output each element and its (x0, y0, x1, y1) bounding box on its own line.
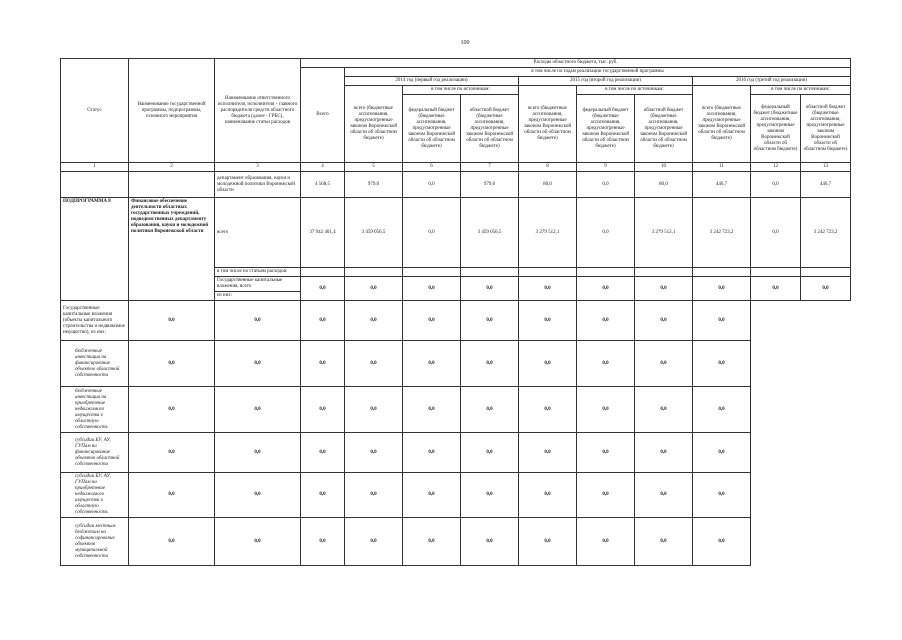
detail-value: 0,0 (693, 433, 751, 473)
subprogram-value: 3 459 056,5 (345, 198, 403, 268)
detail-value: 0,0 (345, 433, 403, 473)
detail-label: субсидии БУ, АУ, ГУПам на приобретение недвижимого имущества в областную собственность (61, 473, 129, 518)
detail-value: 0,0 (461, 387, 519, 433)
subprogram-value: 3 279 512,1 (635, 198, 693, 268)
detail-value: 0,0 (403, 433, 461, 473)
detail-value: 0,0 (635, 341, 693, 387)
column-number: 6 (403, 163, 461, 172)
detail-label: субсидии БУ, АУ, ГУПам на финансирование объектов областной собственности (61, 433, 129, 473)
detail-value: 0,0 (129, 341, 215, 387)
detail-value: 0,0 (345, 301, 403, 341)
header-all-2015: всего (бюджетные ассигнования, предусмотренные законом Воронежской области об областном бюджете) (519, 86, 577, 163)
header-total: Всего (301, 68, 345, 163)
detail-row (61, 433, 851, 473)
detail-value: 0,0 (403, 387, 461, 433)
detail-value: 0,0 (129, 433, 215, 473)
header-sources-2015: в том числе по источникам: (577, 86, 693, 95)
column-number: 2 (129, 163, 215, 172)
capital-value: 0,0 (751, 277, 801, 301)
detail-label: субсидии местным бюджетам на софинансирование объектов муниципальной собственности (61, 518, 129, 566)
capital-value: 0,0 (345, 277, 403, 301)
of-them-label: из них: (215, 292, 301, 301)
subprogram-total-label: всего (215, 198, 301, 268)
dept-value: 446,7 (693, 172, 751, 198)
header-federal-2014: федеральный бюджет (бюджетные ассигнования, предусмотренные законом Воронежской области об областном бюджете) (403, 95, 461, 163)
detail-value: 0,0 (635, 433, 693, 473)
header-sources-2014: в том числе по источникам: (403, 86, 519, 95)
column-number: 10 (635, 163, 693, 172)
header-federal-2015: федеральный бюджет (бюджетные ассигнования, предусмотренные законом Воронежской области об областном бюджете) (577, 95, 635, 163)
detail-value: 0,0 (577, 518, 635, 566)
detail-value: 0,0 (301, 341, 345, 387)
detail-value: 0,0 (129, 301, 215, 341)
capital-value: 0,0 (801, 277, 851, 301)
detail-value: 0,0 (345, 518, 403, 566)
dept-value: 0,0 (403, 172, 461, 198)
header-year-2015: 2015 год (второй год реализации) (519, 77, 693, 86)
header-sources-2016: в том числе по источникам: (751, 86, 851, 95)
column-number: 12 (751, 163, 801, 172)
detail-value: 0,0 (577, 387, 635, 433)
detail-label: бюджетные инвестиции на приобретение недвижимого имущества в областную собственность (61, 387, 129, 433)
capital-value: 0,0 (519, 277, 577, 301)
detail-value: 0,0 (519, 387, 577, 433)
detail-value: 0,0 (519, 473, 577, 518)
dept-status (61, 172, 129, 198)
detail-value: 0,0 (461, 473, 519, 518)
detail-value: 0,0 (519, 301, 577, 341)
dept-value: 0,0 (751, 172, 801, 198)
header-regional-2015: областной бюджет (бюджетные ассигнования, предусмотренные законом Воронежской области об областном бюджете) (635, 95, 693, 163)
detail-value: 0,0 (301, 433, 345, 473)
dept-value: 979,0 (461, 172, 519, 198)
header-year-2016: 2016 год (третий год реализации) (693, 77, 851, 86)
subprogram-value: 37 942 401,4 (301, 198, 345, 268)
header-year-2014: 2014 год (первый год реализации) (345, 77, 519, 86)
detail-value: 0,0 (129, 473, 215, 518)
detail-label: бюджетные инвестиции на финансирование объектов областной собственности (61, 341, 129, 387)
column-number: 4 (301, 163, 345, 172)
articles-label: в том числе по статьям расходов: (215, 268, 301, 277)
detail-value: 0,0 (519, 341, 577, 387)
subprogram-value: 0,0 (751, 198, 801, 268)
header-all-2016: всего (бюджетные ассигнования, предусмотренные законом Воронежской области об областном бюджете) (693, 86, 751, 163)
page-number: 100 (460, 40, 470, 46)
subprogram-value: 3 279 512,1 (519, 198, 577, 268)
detail-value: 0,0 (215, 518, 301, 566)
detail-value: 0,0 (215, 301, 301, 341)
subprogram-row (61, 198, 851, 268)
detail-value: 0,0 (577, 433, 635, 473)
header-regional-2016: областной бюджет (бюджетные ассигнования, предусмотренные законом Воронежской области об областном бюджете) (801, 95, 851, 163)
column-number: 5 (345, 163, 403, 172)
detail-value: 0,0 (693, 301, 751, 341)
subprogram-name: Финансовое обеспечение деятельности областных государственных учреждений, подведомственных департаменту образования, науки и молодежной политики Воронежской области (129, 198, 215, 301)
subprogram-value: 0,0 (577, 198, 635, 268)
detail-value: 0,0 (693, 473, 751, 518)
detail-value: 0,0 (519, 518, 577, 566)
detail-row (61, 341, 851, 387)
column-number: 13 (801, 163, 851, 172)
header-status: Статус (61, 59, 129, 163)
detail-value: 0,0 (635, 518, 693, 566)
dept-name: департамент образования, науки и молодежной политики Воронежской области (215, 172, 301, 198)
detail-value: 0,0 (403, 518, 461, 566)
column-number: 1 (61, 163, 129, 172)
detail-row (61, 473, 851, 518)
subprogram-value: 3 242 723,2 (801, 198, 851, 268)
detail-value: 0,0 (693, 341, 751, 387)
detail-value: 0,0 (129, 518, 215, 566)
column-number: 7 (461, 163, 519, 172)
detail-value: 0,0 (345, 341, 403, 387)
capital-value: 0,0 (301, 277, 345, 301)
column-numbers-row (61, 163, 851, 172)
detail-value: 0,0 (461, 301, 519, 341)
detail-value: 0,0 (461, 433, 519, 473)
detail-value: 0,0 (693, 518, 751, 566)
detail-row (61, 518, 851, 566)
detail-value: 0,0 (403, 341, 461, 387)
detail-value: 0,0 (345, 473, 403, 518)
detail-value: 0,0 (301, 518, 345, 566)
detail-value: 0,0 (215, 341, 301, 387)
dept-value: 80,0 (635, 172, 693, 198)
detail-value: 0,0 (635, 301, 693, 341)
detail-value: 0,0 (577, 301, 635, 341)
header-by-years: в том числе по годам реализации государственной программы (345, 68, 851, 77)
detail-value: 0,0 (215, 473, 301, 518)
detail-row (61, 387, 851, 433)
dept-value: 0,0 (577, 172, 635, 198)
dept-value: 80,0 (519, 172, 577, 198)
department-row (61, 172, 851, 198)
subprogram-value: 0,0 (403, 198, 461, 268)
detail-value: 0,0 (519, 433, 577, 473)
column-number: 8 (519, 163, 577, 172)
detail-value: 0,0 (635, 387, 693, 433)
capital-value: 0,0 (577, 277, 635, 301)
detail-value: 0,0 (403, 301, 461, 341)
subprogram-value: 3 242 723,2 (693, 198, 751, 268)
header-federal-2016: федеральный бюджет (бюджетные ассигнования, предусмотренные законом Воронежской области об областном бюджете) (751, 95, 801, 163)
detail-row (61, 301, 851, 341)
capital-label: Государственные капитальные вложения, всего (215, 277, 301, 292)
column-number: 9 (577, 163, 635, 172)
subprogram-status: ПОДПРОГРАММА 8 (61, 198, 129, 301)
subprogram-value: 3 459 056,5 (461, 198, 519, 268)
detail-value: 0,0 (129, 387, 215, 433)
detail-value: 0,0 (635, 473, 693, 518)
detail-value: 0,0 (403, 473, 461, 518)
header-executor: Наименование ответственного исполнителя, исполнителя - главного распорядителя средств областного бюджета (далее - ГРБС), наименование статьи расходов (215, 59, 301, 163)
detail-value: 0,0 (215, 387, 301, 433)
capital-value: 0,0 (635, 277, 693, 301)
capital-value: 0,0 (461, 277, 519, 301)
dept-value: 446,7 (801, 172, 851, 198)
capital-value: 0,0 (403, 277, 461, 301)
header-expenses: Расходы областного бюджета, тыс. руб. (301, 59, 851, 68)
detail-value: 0,0 (215, 433, 301, 473)
header-program-name: Наименование государственной программы, подпрограммы, основного мероприятия (129, 59, 215, 163)
header-regional-2014: областной бюджет (бюджетные ассигнования, предусмотренные законом Воронежской области об областном бюджете) (461, 95, 519, 163)
detail-value: 0,0 (693, 387, 751, 433)
capital-value: 0,0 (693, 277, 751, 301)
dept-program (129, 172, 215, 198)
column-number: 3 (215, 163, 301, 172)
detail-value: 0,0 (577, 473, 635, 518)
header-all-2014: всего (бюджетные ассигнования, предусмотренные законом Воронежской области об областном бюджете) (345, 86, 403, 163)
budget-table (60, 58, 851, 566)
detail-value: 0,0 (461, 341, 519, 387)
dept-value: 4 568,5 (301, 172, 345, 198)
detail-value: 0,0 (345, 387, 403, 433)
column-number: 11 (693, 163, 751, 172)
detail-value: 0,0 (301, 473, 345, 518)
detail-value: 0,0 (301, 301, 345, 341)
detail-value: 0,0 (461, 518, 519, 566)
detail-label: Государственные капитальные вложения (объекты капитального строительства и недвижимое имущество), из них: (61, 301, 129, 341)
detail-value: 0,0 (577, 341, 635, 387)
dept-value: 979,0 (345, 172, 403, 198)
detail-value: 0,0 (301, 387, 345, 433)
